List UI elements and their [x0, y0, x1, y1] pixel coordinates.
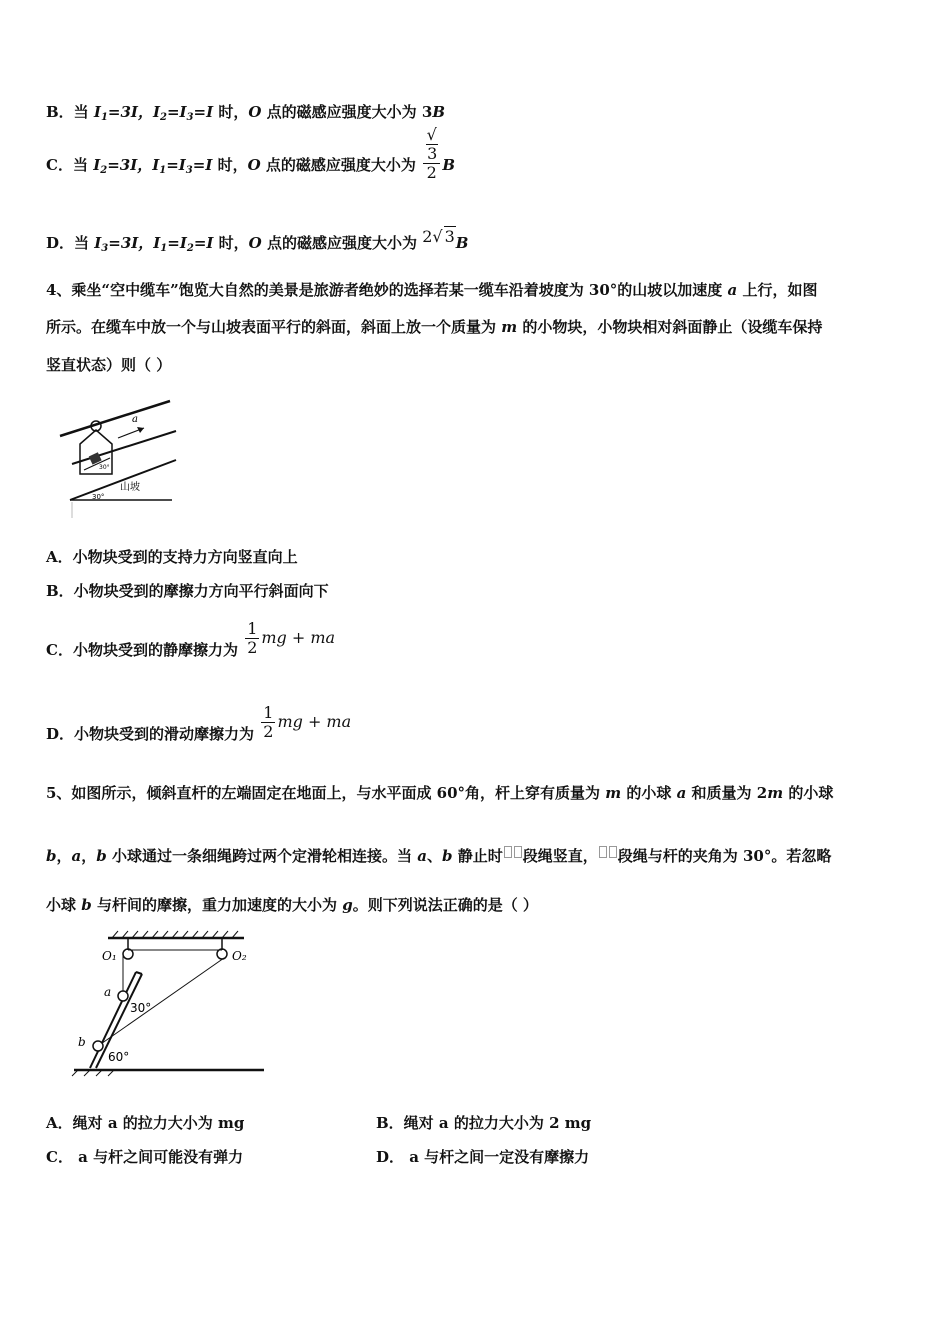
q3-option-c	[46, 125, 456, 182]
coefficient: 2√ 3	[422, 227, 455, 246]
accel-label: a	[132, 414, 138, 425]
pulley-rod-figure	[66, 928, 270, 1078]
text: 时，	[217, 156, 248, 174]
point-o: O	[248, 103, 262, 121]
option-label: B．当	[46, 103, 89, 121]
missing-glyph-icon	[514, 846, 522, 858]
current-expression: $I_2=3I$，$I_1=I_3=I$	[93, 156, 213, 176]
text: ，	[56, 847, 72, 865]
q5-stem-line2	[46, 846, 831, 866]
denominator: 2	[263, 721, 274, 741]
symbol-b: B	[442, 156, 456, 174]
missing-glyph-icon	[609, 846, 617, 858]
slope-label: 山坡	[120, 482, 140, 493]
q4-option-a: A．小物块受到的支持力方向竖直向上	[46, 548, 298, 566]
text: 时，	[218, 234, 249, 252]
text: 与杆间的摩擦，重力加速度的大小为	[91, 896, 343, 914]
text: 段绳与杆的夹角为 30°。若忽略	[617, 847, 832, 865]
root: 3	[444, 227, 455, 246]
q5-option-d: D． a 与杆之间一定没有摩擦力	[376, 1148, 590, 1166]
text: 上行，如图	[737, 281, 818, 299]
q4-stem-line3: 竖直状态）则（ ）	[46, 356, 172, 374]
expression: mg + ma	[261, 628, 336, 647]
var: m	[767, 784, 784, 802]
denominator: 2	[247, 637, 258, 657]
var: g	[342, 896, 353, 914]
q4-stem-line1	[46, 280, 817, 300]
var-m: m	[501, 318, 518, 336]
numerator: 1	[263, 702, 274, 722]
text: 段绳竖直，	[522, 847, 598, 865]
var: m	[605, 784, 622, 802]
ball-a-label: a	[104, 985, 112, 999]
text: 点的磁感应强度大小为	[260, 156, 416, 174]
fraction	[261, 704, 275, 741]
o2-label: O₂	[232, 949, 247, 963]
text: 小球	[46, 896, 82, 914]
text: 、	[426, 847, 442, 865]
text: 5、如图所示，倾斜直杆的左端固定在地面上，与水平面成 60°角，杆上穿有质量为	[46, 784, 606, 802]
q3-option-b	[46, 102, 445, 128]
q5-option-a: A．绳对 a 的拉力大小为 mg	[46, 1114, 245, 1132]
var: a	[417, 847, 427, 865]
var: a	[676, 784, 687, 802]
var: b	[96, 847, 107, 865]
var: a	[71, 847, 82, 865]
q5-stem-line3	[46, 895, 538, 915]
q5-stem-line1	[46, 783, 833, 803]
incline-angle-label: 30°	[99, 464, 110, 471]
text: 点的磁感应强度大小为	[261, 234, 417, 252]
option-label: D．当	[46, 234, 90, 252]
symbol-b: B	[432, 103, 445, 121]
ball-b-label: b	[78, 1035, 86, 1049]
denominator: 2	[426, 163, 437, 182]
text: 和质量为 2	[686, 784, 768, 802]
missing-glyph-icon	[504, 846, 512, 858]
text: 4、乘坐“空中缆车”饱览大自然的美景是旅游者绝妙的选择若某一缆车沿着坡度为 30°的山坡以加速度	[46, 281, 728, 299]
q5-option-c: C． a 与杆之间可能没有弹力	[46, 1148, 244, 1166]
fraction	[245, 620, 259, 657]
text: 所示。在缆车中放一个与山坡表面平行的斜面，斜面上放一个质量为	[46, 318, 502, 336]
numerator: 3	[427, 144, 438, 163]
text: ，	[81, 847, 97, 865]
text: 时，	[218, 103, 249, 121]
var-a: a	[727, 281, 738, 299]
missing-glyph-icon	[599, 846, 607, 858]
option-label: C．当	[46, 156, 88, 174]
var: b	[441, 847, 453, 865]
expression: mg + ma	[277, 712, 352, 731]
fraction: √ 3 2	[423, 126, 440, 182]
text: 的小球	[783, 784, 834, 802]
text: C．小物块受到的静摩擦力为	[46, 641, 238, 659]
angle-label: 30°	[92, 493, 105, 501]
text: D．小物块受到的滑动摩擦力为	[46, 725, 255, 743]
point-o: O	[248, 234, 262, 252]
symbol-b: B	[455, 234, 469, 252]
text: 静止时	[452, 847, 503, 865]
q4-option-d	[46, 702, 352, 744]
text: 。则下列说法正确的是（ ）	[352, 896, 538, 914]
var: b	[81, 896, 92, 914]
q4-option-c	[46, 618, 336, 660]
current-expression: $I_1=3I$，$I_2=I_3=I$	[93, 103, 214, 123]
q4-stem-line2	[46, 317, 822, 337]
text: 的小物块，小物块相对斜面静止（设缆车保持	[517, 318, 823, 336]
numerator: 1	[247, 618, 258, 638]
text: 的小球	[621, 784, 677, 802]
q5-option-b: B．绳对 a 的拉力大小为 2 mg	[376, 1114, 592, 1132]
var: b	[46, 847, 57, 865]
cable-car-figure	[52, 398, 182, 520]
text: 小球通过一条细绳跨过两个定滑轮相连接。当	[106, 847, 418, 865]
angle-30-label: 30°	[130, 1001, 152, 1015]
point-o: O	[247, 156, 261, 174]
text: 点的磁感应强度大小为 3	[261, 103, 433, 121]
q3-option-d	[46, 227, 469, 259]
q4-option-b: B．小物块受到的摩擦力方向平行斜面向下	[46, 582, 329, 600]
coef: 2	[422, 227, 433, 246]
current-expression: $I_3=3I$，$I_1=I_2=I$	[94, 234, 214, 254]
angle-60-label: 60°	[108, 1050, 130, 1064]
o1-label: O₁	[102, 949, 117, 963]
